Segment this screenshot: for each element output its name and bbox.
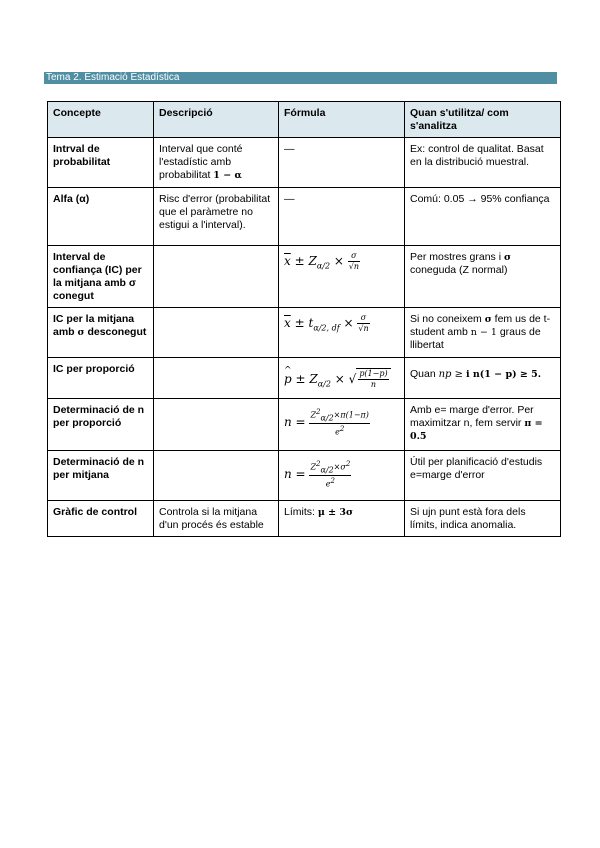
row-formula [279, 399, 405, 451]
formula-den: e [335, 427, 340, 437]
formula-pm: ± [295, 372, 306, 386]
row-concept: Gràfic de control [48, 501, 154, 537]
formula-times: × [333, 254, 344, 268]
formula-num: σ [357, 313, 369, 324]
row-description: Controla si la mitjana d'un procés és estable [154, 501, 279, 537]
formula-sub: α/2 [317, 379, 331, 389]
row-concept [48, 308, 154, 358]
formula-phat: ^ p [284, 373, 292, 386]
use-math: n − 1 [470, 327, 497, 338]
row-concept: Alfa (α) [48, 188, 154, 246]
formula-z: Z [310, 462, 316, 472]
formula-sup: 2 [316, 460, 321, 468]
row-use: Si ujn punt està fora dels límits, indica anomalia. [405, 501, 561, 537]
formula-den: n [370, 380, 377, 389]
formula-xbar: $\overline{x}$ [284, 316, 291, 330]
table-row [48, 501, 561, 537]
table-row [48, 246, 561, 308]
header-concepte: Concepte [48, 102, 154, 138]
formula-den-sup: 2 [339, 425, 345, 434]
row-use [405, 358, 561, 399]
row-description [154, 308, 279, 358]
formula-num: p(1−p) [359, 369, 388, 378]
formula-pm: ± [294, 254, 305, 268]
formula-xbar: $\overline{x}$ [284, 254, 291, 268]
use-math: np ≥ [438, 369, 464, 380]
formula-lhs: n = [284, 466, 306, 481]
formula-sup: 2 [316, 408, 321, 416]
use-text: Amb e= marge d'error. Per maximitzar n, fem servir [410, 404, 534, 429]
header-quan: Quan s'utilitza/ com s'analitza [405, 102, 561, 138]
row-use [405, 246, 561, 308]
formula-sub: α/2 [316, 261, 331, 271]
formula-den: √n [348, 262, 359, 271]
header-formula: Fórmula [279, 102, 405, 138]
use-text: graus de llibertat [410, 326, 541, 351]
formula-num: ×σ [333, 462, 346, 472]
formula-ic-sigma-known [284, 251, 360, 271]
formula-math: μ ± 3σ [317, 507, 353, 518]
formula-times: × [343, 316, 354, 330]
formula-n-mean [284, 460, 351, 489]
formula-den: e [325, 479, 331, 489]
concept-text: IC per la mitjana amb [53, 313, 135, 338]
concept-sym: σ [77, 327, 85, 338]
formula-z: Z [310, 410, 316, 420]
section-banner: Tema 2. Estimació Estadística [44, 72, 557, 84]
row-description [154, 138, 279, 188]
formula-text: Límits: [284, 506, 315, 518]
row-description: Risc d'error (probabilitat que el paràmetre no estigui a l'interval). [154, 188, 279, 246]
row-formula [279, 308, 405, 358]
row-use [405, 399, 561, 451]
row-use [405, 308, 561, 358]
use-text: coneguda (Z normal) [410, 264, 508, 276]
row-concept: Determinació de n per mitjana [48, 451, 154, 501]
row-formula [279, 188, 405, 246]
table-header-row [48, 102, 561, 138]
row-concept: Determinació de n per proporció [48, 399, 154, 451]
row-use: Comú: 0.05 → 95% confiança [405, 188, 561, 246]
row-formula [279, 358, 405, 399]
table-row [48, 451, 561, 501]
table-row [48, 358, 561, 399]
table-row [48, 138, 561, 188]
row-formula [279, 451, 405, 501]
formula-n-proportion [284, 408, 370, 437]
row-concept: Intrval de probabilitat [48, 138, 154, 188]
row-use: Ex: control de qualitat. Basat en la distribució muestral. [405, 138, 561, 188]
formula-num-sup: 2 [345, 460, 351, 468]
use-text: fem us de t-student amb [410, 313, 551, 338]
table-row [48, 188, 561, 246]
use-text: Si no coneixem [410, 313, 482, 325]
formula-dash: — [284, 193, 295, 205]
row-description [154, 246, 279, 308]
row-description [154, 451, 279, 501]
header-descripcio: Descripció [154, 102, 279, 138]
row-formula [279, 501, 405, 537]
use-sym: σ [484, 314, 492, 325]
desc-math: 1 − α [213, 170, 242, 181]
formula-dash: — [284, 143, 295, 155]
formula-lhs: n = [284, 414, 306, 429]
formula-sub: α/2 [320, 465, 334, 475]
concept-table [47, 101, 561, 537]
formula-ic-sigma-unknown [284, 313, 370, 333]
row-description [154, 399, 279, 451]
formula-pm: ± [294, 316, 305, 330]
use-math: i n(1 − p) ≥ 5. [465, 369, 542, 380]
row-formula [279, 138, 405, 188]
formula-den: √n [358, 324, 369, 333]
use-math: π = 0.5 [410, 418, 543, 442]
row-concept: Interval de confiança (IC) per la mitjana amb σ conegut [48, 246, 154, 308]
table-row [48, 399, 561, 451]
formula-ic-proportion: ^ $p \pm Z_{\alpha/2}$ × √ $\frac{p(1-p)}{n}$ [284, 372, 391, 386]
use-text: Quan [410, 368, 436, 380]
row-description [154, 358, 279, 399]
formula-t: t [308, 316, 314, 330]
formula-sub: α/2, df [313, 323, 340, 333]
formula-num: σ [348, 251, 360, 262]
desc-text: Interval que conté l'estadístic amb probabilitat [159, 143, 243, 181]
use-sym: σ [503, 252, 511, 263]
row-formula [279, 246, 405, 308]
row-concept: IC per proporció [48, 358, 154, 399]
formula-z: Z [309, 372, 318, 386]
formula-z: Z [308, 254, 317, 268]
formula-num: ×π(1−π) [333, 410, 369, 420]
formula-sub: α/2 [320, 413, 334, 423]
concept-text: desconegut [87, 326, 147, 338]
use-text: Per mostres grans i [410, 251, 502, 263]
table-row [48, 308, 561, 358]
formula-den-sup: 2 [330, 477, 335, 486]
formula-times: × [334, 372, 345, 386]
row-use: Útil per planificació d'estudis e=marge d'error [405, 451, 561, 501]
